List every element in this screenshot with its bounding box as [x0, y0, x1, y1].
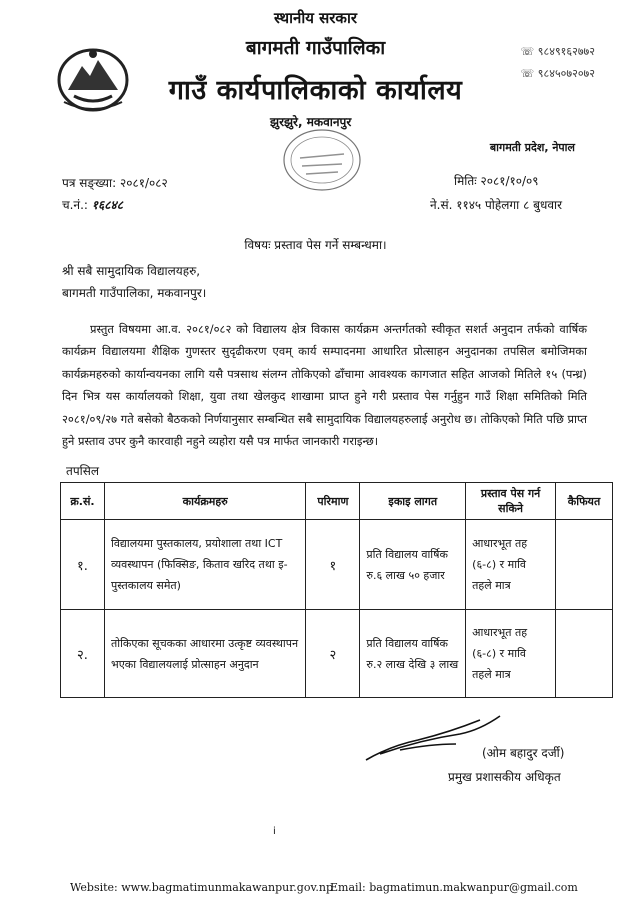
office-stamp-icon — [270, 118, 370, 198]
table-cell: विद्यालयमा पुस्तकालय, प्रयोशाला तथा ICT व्यवस्थापन (फिक्सिङ, किताव खरिद तथा इ-पुस्तकालय समेत) — [104, 520, 305, 610]
nepal-sambat-date: ने.सं. ११४५ पोहेलगा ८ बुधवार — [430, 198, 563, 212]
table-cell — [556, 520, 613, 610]
table-header: कैफियत — [556, 483, 613, 520]
schedule-table — [60, 482, 613, 698]
dispatch-number — [62, 196, 123, 213]
schedule-label: तपसिल — [66, 464, 100, 478]
signatory-name: (ओम बहादुर दर्जी) — [482, 746, 565, 760]
letter-subject: विषयः प्रस्ताव पेस गर्ने सम्बन्धमा। — [244, 238, 387, 252]
province-label: बागमती प्रदेश, नेपाल — [489, 141, 575, 154]
reference-number — [62, 174, 168, 191]
date-label: मितिः — [454, 174, 477, 188]
dispatch-label: च.नं.: — [62, 198, 88, 212]
header-municipality: बागमती गाउँपालिका — [245, 37, 386, 59]
reference-label: पत्र सङ्ख्या: — [62, 176, 117, 190]
footer-website: Website: www.bagmatimunmakawanpur.gov.np — [70, 881, 334, 894]
addressee-line-1: श्री सबै सामुदायिक विद्यालयहरु, — [62, 264, 201, 278]
signature-icon — [360, 710, 510, 770]
table-header: कार्यक्रमहरु — [104, 483, 305, 520]
table-cell: १ — [306, 520, 360, 610]
office-location: झुरझुरे, मकवानपुर — [270, 115, 352, 129]
table-header-row — [61, 483, 613, 520]
table-row — [61, 520, 613, 610]
table-header: परिमाण — [306, 483, 360, 520]
header-local-government: स्थानीय सरकार — [274, 9, 357, 27]
page-mark: i — [273, 826, 276, 837]
table-cell: आधारभूत तह (६-८) र मावि तहले मात्र — [466, 520, 556, 610]
phone-number-2: ☏ ९८४५०७२०७२ — [520, 67, 595, 80]
phone-number-1: ☏ ९८४९१६२७७२ — [520, 45, 595, 58]
table-cell: १. — [61, 520, 105, 610]
table-row — [61, 610, 613, 698]
addressee-line-2: बागमती गाउँपालिका, मकवानपुर। — [62, 286, 207, 300]
table-cell — [556, 610, 613, 698]
letter-body: प्रस्तुत विषयमा आ.व. २०८१/०८२ को विद्यालय क्षेत्र विकास कार्यक्रम अन्तर्गतको स्वीकृत सशर्त अनुदान तर्फको वार्षिक कार्यक्रम विद्यालयमा शैक्षिक गुणस्तर सुदृढीकरण एवम् कार्य सम्पादनमा आधारित प्रोत्साहन अनुदानका तपसिल बमोजिमका कार्यक्रमहरुको कार्यान्वयनका लागि यसै पत्रसाथ संलग्न तोकिएको ढाँचामा आवश्यक कागजात सहित आजको मितिले १५ (पन्ध्र) दिन भित्र यस कार्यालयको शिक्षा, युवा तथा खेलकुद शाखामा प्राप्त हुने गरी प्रस्ताव पेस गर्नुहुन गाउँ शिक्षा समितिको मिति २०८१/०९/२७ गते बसेको बैठकको निर्णयानुसार सम्बन्धित सबै सामुदायिक विद्यालयहरुलाई अनुरोध छ। तोकिएको मिति पछि प्राप्त हुने प्रस्ताव उपर कुनै कारवाही नहुने व्यहोरा यसै पत्र मार्फत जानकारी गराइन्छ। — [62, 322, 587, 449]
table-cell: प्रति विद्यालय वार्षिक रु.२ लाख देखि ३ लाख — [360, 610, 466, 698]
dispatch-value: १६८४८ — [91, 198, 123, 212]
letter-date — [454, 172, 539, 189]
signatory-title: प्रमुख प्रशासकीय अधिकृत — [448, 770, 561, 784]
table-header: प्रस्ताव पेस गर्न सकिने — [466, 483, 556, 520]
table-header: क्र.सं. — [61, 483, 105, 520]
footer-email: Email: bagmatimun.makwanpur@gmail.com — [330, 881, 578, 894]
table-cell: तोकिएका सूचकका आधारमा उत्कृष्ट व्यवस्थापन भएका विद्यालयलाई प्रोत्साहन अनुदान — [104, 610, 305, 698]
header-office: गाउँ कार्यपालिकाको कार्यालय — [168, 75, 463, 106]
table-cell: २. — [61, 610, 105, 698]
table-header: इकाइ लागत — [360, 483, 466, 520]
table-cell: आधारभूत तह (६-८) र मावि तहले मात्र — [466, 610, 556, 698]
table-cell: प्रति विद्यालय वार्षिक रु.६ लाख ५० हजार — [360, 520, 466, 610]
table-cell: २ — [306, 610, 360, 698]
reference-value: २०८१/०८२ — [119, 176, 168, 190]
date-value: २०८१/१०/०९ — [480, 174, 539, 188]
